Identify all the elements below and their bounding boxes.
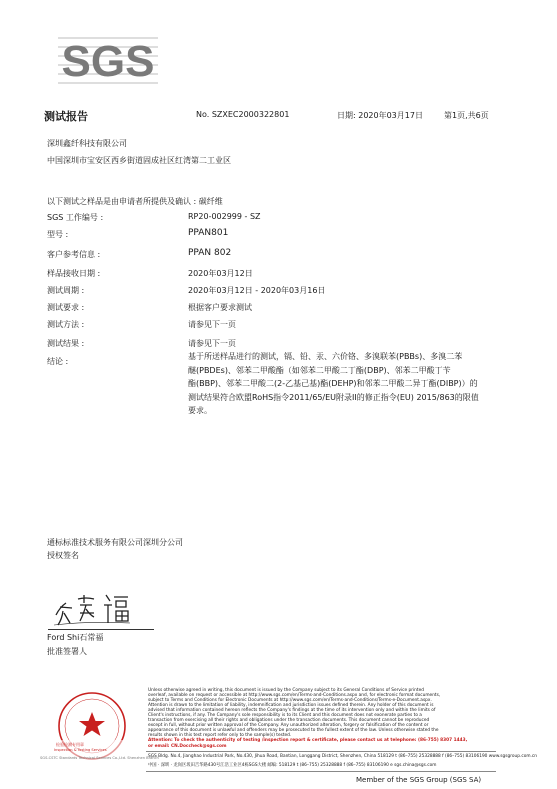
fine-print-line: advised that information contained hereon reflects the Company's findings at the time of its intervention only and within the limits of [148, 708, 436, 714]
stamp-en: Inspection & Testing Services [54, 748, 107, 752]
report-date: 日期: 2020年03月17日 [337, 111, 423, 120]
logo-text: SGS [61, 37, 155, 86]
field-label-test-period: 测试周期 : [47, 286, 85, 295]
attention-email: or email: CN.Doccheck@sgs.com [148, 743, 227, 749]
conclusion-line: 测试结果符合欧盟RoHS指令2011/65/EU附录II的修正指令(EU) 2015/863的限值 [188, 392, 479, 402]
conclusion-text [188, 350, 498, 418]
field-value-test-results: 请参见下一页 [188, 339, 236, 348]
fine-print-line: Attention is drawn to the limitation of liability, indemnification and jurisdiction issues defined therein. Any holder of this document is [148, 703, 434, 709]
signer-title: 批准签署人 [47, 647, 87, 656]
fine-print-line: Client's instructions, if any. The Company's sole responsibility is to its Client and this document does not exonerate parties to a [148, 713, 422, 719]
address-chinese: 中国 · 深圳 · 龙岗区坂田吉华路430号江浩工业区4栋SGS大楼 邮编: 518129 t (86–755) 25328888 f (86–755) 83106190 e sgs.china@sgs.com [148, 763, 437, 768]
conclusion-label: 结论 : [47, 357, 69, 366]
official-stamp [40, 688, 159, 764]
fine-print-line: except in full, without prior written approval of the Company. Any unauthorized alteration, forgery or falsification of the content or [148, 723, 429, 729]
sgs-member-note: Member of the SGS Group (SGS SA) [356, 776, 482, 784]
fine-print-line: transaction from exercising all their rights and obligations under the transaction documents. This document cannot be reproduced [148, 718, 430, 724]
stamp-cn: 检验检测专用章 [56, 742, 84, 747]
conclusion-line: 醚(PBDEs)、邻苯二甲酸酯（如邻苯二甲酸二丁酯(DBP)、邻苯二甲酸丁苄 [188, 365, 451, 375]
field-label-test-request: 测试要求 : [47, 303, 85, 312]
terms-fine-print [148, 688, 498, 749]
fine-print-line: appearance of this document is unlawful and offenders may be prosecuted to the fullest extent of the law. Unless otherwise stated the [148, 728, 439, 734]
fine-print-line: subject to Terms and Conditions for Electronic Documents at http://www.sgs.com/en/Terms-and-Conditions/Terms-e-Document.aspx. [148, 698, 432, 704]
field-value-job-no: RP20-002999 - SZ [188, 212, 261, 221]
report-title: 测试报告 [44, 110, 88, 123]
footer-divider [146, 751, 496, 752]
conclusion-line: 基于所送样品进行的测试，镉、铅、汞、六价铬、多溴联苯(PBBs)、多溴二苯 [188, 352, 463, 361]
stamp-company: SGS-CSTC Standards Technical Services Co.,Ltd. Shenzhen Branch [40, 756, 159, 760]
field-label-job-no: SGS 工作编号 : [47, 213, 104, 222]
signature-line [48, 629, 154, 630]
field-value-test-period: 2020年03月12日 - 2020年03月16日 [188, 286, 326, 295]
fine-print-line: overleaf, available on request or accessible at http://www.sgs.com/en/Terms-and-Conditions.aspx and, for electronic format documents, [148, 693, 441, 699]
sample-intro: 以下测试之样品是由申请者所提供及确认 : 碳纤维 [47, 197, 223, 206]
field-value-received-date: 2020年03月12日 [188, 269, 253, 278]
address-english: SGS Bldg. No.4, Jianghao Industrial Park, No.430, Jihua Road, Bantian, Longgang District, Shenzhen, China 518129 t (86–755) 25328888 f (86–755) 83106190 www.sgsgroup.com.cn [148, 754, 537, 759]
company-name: 深圳鑫纤科技有限公司 [47, 139, 127, 148]
report-number: No. SZXEC2000322801 [196, 110, 290, 119]
signatory-company: 通标标准技术服务有限公司深圳分公司 [47, 538, 183, 547]
field-label-test-results: 测试结果 : [47, 339, 85, 348]
fine-print-line: results shown in this test report refer only to the sample(s) tested. [148, 733, 292, 739]
field-value-client-ref: PPAN 802 [188, 248, 232, 258]
conclusion-line: 要求。 [188, 406, 212, 415]
signer-name: Ford Shi石常福 [47, 633, 104, 642]
field-label-test-method: 测试方法 : [47, 320, 85, 329]
sgs-logo [58, 30, 158, 88]
field-value-model: PPAN801 [188, 228, 229, 238]
conclusion-line: 酯(BBP)、邻苯二甲酸二(2-乙基己基)酯(DEHP)和邻苯二甲酸二异丁酯(DIBP)）的 [188, 379, 478, 388]
fine-print-line: Unless otherwise agreed in writing, this document is issued by the Company subject to its General Conditions of Service printed [148, 688, 424, 693]
field-label-client-ref: 客户参考信息 : [47, 250, 101, 259]
handwritten-signature [50, 585, 160, 631]
field-value-test-request: 根据客户要求测试 [188, 303, 252, 312]
field-label-received-date: 样品接收日期 : [47, 269, 101, 278]
field-value-test-method: 请参见下一页 [188, 320, 236, 329]
company-address: 中国深圳市宝安区西乡街道固成社区红湾第二工业区 [47, 156, 231, 165]
footer-divider-bottom [146, 771, 496, 772]
authorized-signature-label: 授权签名 [47, 551, 79, 560]
field-label-model: 型号 : [47, 230, 69, 239]
attention-notice: Attention: To check the authenticity of testing /inspection report & certificate, please contact us at telephone: (86-755) 8307 1443, [148, 738, 468, 744]
page-indicator: 第1页,共6页 [444, 111, 489, 120]
